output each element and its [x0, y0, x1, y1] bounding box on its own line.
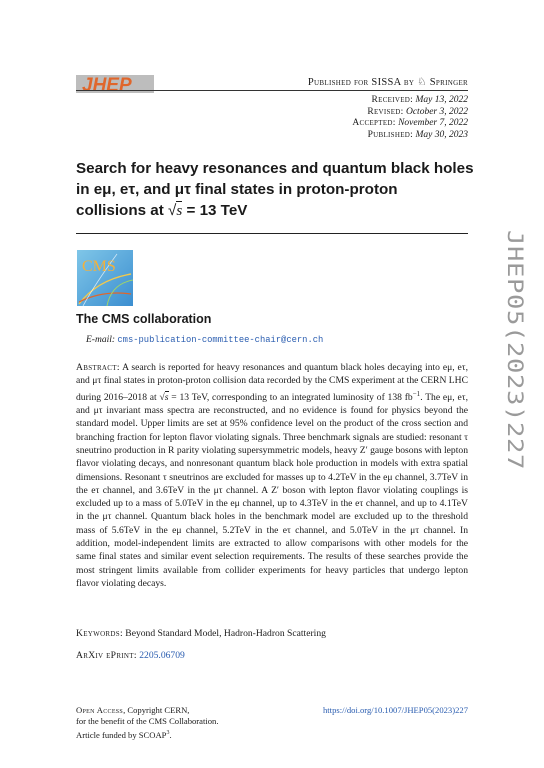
keywords-label: Keywords:	[76, 628, 123, 639]
publisher-rule	[76, 90, 468, 91]
abstract: Abstract: A search is reported for heavy resonances and quantum black holes decaying into eμ, eτ, and μτ final states in proton-proton collision data recorded by the CMS experiment at the CERN LHC during 2016–2018 at √s = 13 TeV, corresponding to an integrated luminosity of 138 $fb^{-1}$. The eμ, eτ, and μτ invariant mass spectra are reconstructed, and no evidence is found for physics beyond the standard model. Upper limits are set at 95% confidence level on the product of the cross section and branching fraction for lepton flavor violating signals. Three benchmark signals are studied: resonant τ sneutrino production in R parity violating supersymmetric models, heavy Z′ gauge bosons with lepton flavor violating decays, and nonresonant quantum black hole production in models with extra spatial dimensions. Resonant τ sneutrinos are excluded for masses up to 4.2TeV in the eμ channel, 3.7TeV in the eτ channel, and 3.6TeV in the μτ channel. A Z′ boson with lepton flavor violating couplings is excluded up to a mass of 5.0TeV in the eμ channel, up to 4.3TeV in the eτ channel, and up to 4.1TeV in the μτ channel. Quantum black holes in the benchmark model are excluded up to the threshold mass of 5.6TeV in the eμ channel, 5.2TeV in the eτ channel, and 5.0TeV in the μτ channel. In addition, model-independent limits are extracted to allow comparisons with other models for the same final states and similar event selection requirements. The results of these searches provide the most stringent limits available from collider experiments for heavy particles that undergo lepton flavor violating decays.	[76, 362, 469, 589]
collaboration-name: The CMS collaboration	[76, 312, 212, 326]
publisher-label: Published for SISSA by	[307, 77, 415, 88]
jhep-logo	[76, 70, 154, 98]
abstract-label: Abstract:	[76, 362, 120, 373]
arxiv-eprint	[76, 650, 185, 661]
cms-logo	[77, 250, 133, 306]
side-identifier-text: JHEP05(2023)227	[503, 230, 527, 428]
arxiv-link[interactable]: 2205.06709	[139, 650, 185, 661]
publisher-name: Springer	[429, 77, 468, 88]
title-line-1: Search for heavy resonances and quantum black holes	[76, 160, 474, 177]
open-access-label: Open Access	[76, 705, 124, 715]
date-revised: Revised: October 3, 2022	[367, 106, 468, 117]
paper-title	[76, 158, 476, 221]
date-accepted: Accepted: November 7, 2022	[352, 118, 468, 129]
side-identifier	[492, 226, 536, 474]
footer-copyright: Open Access, Copyright CERN, for the benefit of the CMS Collaboration. Article funded by SCOAP$^3$.	[76, 705, 219, 740]
title-line-2: in eμ, eτ, and μτ final states in proton-proton	[76, 181, 398, 198]
publisher-line	[308, 76, 468, 88]
publication-dates	[352, 95, 468, 141]
title-rule	[76, 233, 468, 234]
cms-logo-text: CMS	[82, 258, 116, 275]
keywords-value: Beyond Standard Model, Hadron-Hadron Scattering	[122, 628, 326, 639]
keywords	[76, 628, 326, 639]
jhep-logo-text: JHEP	[82, 75, 132, 96]
email-line	[86, 335, 323, 345]
date-received: Received: May 13, 2022	[371, 95, 468, 105]
sqrt-symbol: √	[168, 202, 177, 219]
email-label: E-mail:	[86, 335, 116, 345]
springer-icon: ♘	[417, 77, 427, 88]
arxiv-label: ArXiv ePrint:	[76, 650, 137, 661]
email-link[interactable]: cms-publication-committee-chair@cern.ch	[117, 335, 324, 345]
doi-link[interactable]: https://doi.org/10.1007/JHEP05(2023)227	[323, 705, 468, 715]
title-line-3: collisions at √s = 13 TeV	[76, 202, 248, 219]
date-published: Published: May 30, 2023	[367, 129, 468, 140]
